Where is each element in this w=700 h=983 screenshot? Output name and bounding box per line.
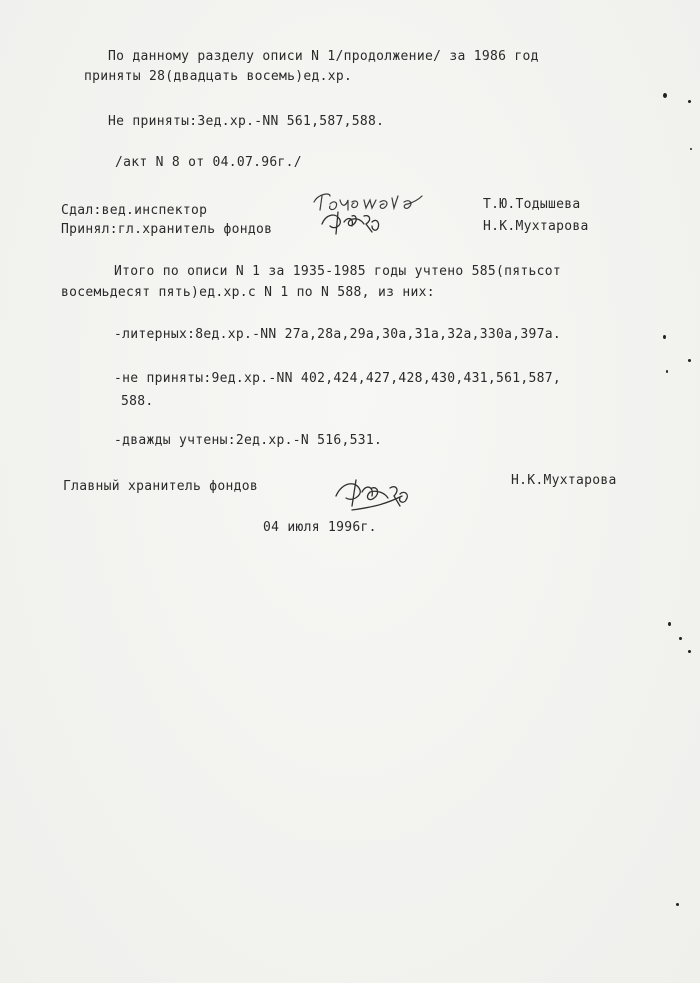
accepted-name: Н.К.Мухтарова — [483, 219, 589, 234]
handed-role: Сдал:вед.инспектор — [61, 203, 208, 218]
scan-speck — [663, 335, 666, 339]
act-line: /акт N 8 от 04.07.96г./ — [115, 155, 302, 170]
scan-speck — [668, 622, 671, 626]
accepted-role: Принял:гл.хранитель фондов — [61, 222, 273, 237]
chief-name: Н.К.Мухтарова — [511, 473, 617, 488]
not-accepted-line: Не приняты:3ед.хр.-NN 561,587,588. — [108, 114, 385, 129]
scan-speck — [690, 148, 692, 150]
scan-speck — [688, 650, 691, 653]
scan-speck — [688, 359, 691, 362]
para1-line2: приняты 28(двадцать восемь)ед.хр. — [84, 69, 353, 84]
scan-speck — [688, 100, 691, 103]
not-accepted2-line2: 588. — [121, 394, 154, 409]
signature-mukhtarova — [332, 466, 422, 516]
chief-role: Главный хранитель фондов — [63, 479, 259, 494]
scan-speck — [676, 903, 679, 906]
scan-speck — [679, 637, 682, 640]
signature-todysheva — [308, 186, 428, 242]
para1-line1: По данному разделу описи N 1/продолжение/ за 1986 год — [108, 49, 539, 64]
letter-items-line: -литерных:8ед.хр.-NN 27а,28а,29а,30а,31а,32а,330а,397а. — [114, 327, 561, 342]
not-accepted2-line1: -не приняты:9ед.хр.-NN 402,424,427,428,430,431,561,587, — [114, 371, 561, 386]
scan-speck — [663, 93, 667, 98]
handed-name: Т.Ю.Тодышева — [483, 197, 581, 212]
total-line1: Итого по описи N 1 за 1935-1985 годы учтено 585(пятьсот — [114, 264, 561, 279]
scan-speck — [666, 370, 668, 373]
date-line: 04 июля 1996г. — [263, 520, 377, 535]
double-counted-line: -дважды учтены:2ед.хр.-N 516,531. — [114, 433, 383, 448]
total-line2: восемьдесят пять)ед.хр.с N 1 по N 588, из них: — [61, 285, 435, 300]
